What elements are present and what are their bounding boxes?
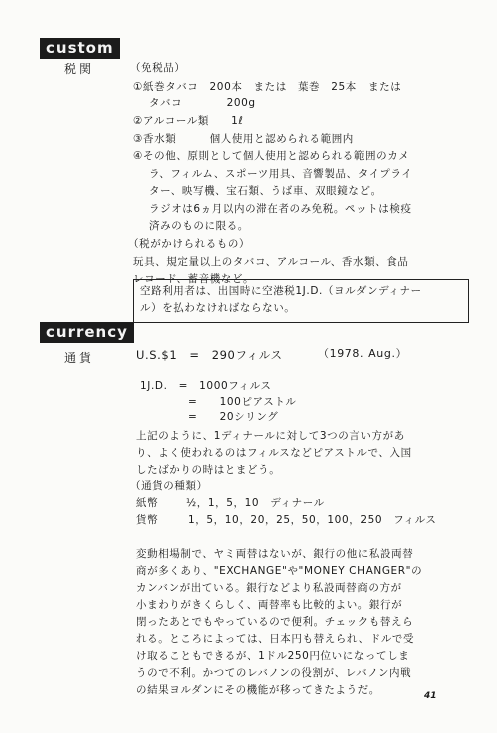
section-label-customs: 税関 [64, 62, 95, 76]
text-line: 上記のように、1ディナールに対して3つの言い方があ [136, 430, 405, 442]
section-label-currency: 通貨 [64, 351, 95, 365]
text-line: り、よく使われるのはフィルスなどピアストルで、入国 [136, 447, 412, 459]
text-line: ④その他、原則として個人使用と認められる範囲のカメ [133, 150, 410, 162]
text-line: ②アルコール類 1ℓ [133, 115, 244, 127]
text-line: 閉ったあとでもやっているので便利。チェックも替えら [136, 616, 414, 628]
conversion-line: = 20シリング [188, 411, 279, 423]
taxed-title: （税がかけられるもの） [128, 238, 251, 250]
coins-label: 貨幣 [136, 514, 159, 526]
text-line: け取ることもできるが、1ドル250円位いになってしま [136, 650, 410, 662]
duty-free-title: （免税品） [130, 62, 186, 74]
text-line: したばかりの時はとまどう。 [136, 464, 281, 476]
text-line: ラ、フィルム、スポーツ用具、音響製品、タイプライ [149, 168, 413, 180]
section-heading-currency: currency [40, 322, 134, 343]
text-line: うので不利。かつてのレバノンの役割が、レバノン内戦 [136, 667, 412, 679]
text-line: 玩具、規定量以上のタバコ、アルコール、香水類、食品 [133, 256, 409, 268]
conversion-line: 1J.D. = 1000フィルス [140, 380, 272, 392]
notice-line: ル）を払わなければならない。 [140, 302, 296, 314]
conversion-line: = 100ピアストル [188, 396, 297, 408]
exchange-rate: U.S.$1 = 290フィルス [136, 348, 283, 362]
text-line: れる。ところによっては、日本円も替えられ、ドルで受 [136, 633, 415, 645]
text-line: 小まわりがきくらしく、両替率も比較的よい。銀行が [136, 599, 403, 611]
text-line: 済みのものに限る。 [149, 220, 249, 232]
text-line: ラジオは6ヵ月以内の滞在者のみ免税。ペットは検疫 [149, 203, 412, 215]
banknotes-values: ½，1，5，10 ディナール [186, 497, 325, 509]
text-line: ター、映写機、宝石類、うば車、双眼鏡など。 [149, 185, 382, 197]
text-line: カンバンが出ている。銀行などより私設両替商の方が [136, 582, 402, 594]
banknotes-label: 紙幣 [136, 497, 159, 509]
text-line: 変動相場制で、ヤミ両替はないが、銀行の他に私設両替 [136, 548, 414, 560]
text-line: ①紙巻タバコ 200本 または 葉巻 25本 または [133, 81, 402, 93]
section-heading-custom: custom [40, 38, 120, 59]
text-line: の結果ヨルダンにその機能が移ってきたようだ。 [136, 684, 380, 696]
rate-date: （1978. Aug.） [318, 347, 408, 360]
notice-line: 空路利用者は、出国時に空港税1J.D.（ヨルダンディナー [140, 285, 422, 297]
text-line: ③香水類 個人使用と認められる範囲内 [133, 133, 354, 145]
page-number: 41 [424, 691, 437, 701]
coins-values: 1，5，10，20，25，50，100，250 フィルス [188, 514, 437, 526]
currency-types-title: （通貨の種類） [130, 480, 208, 492]
text-line: タバコ 200g [149, 97, 256, 109]
text-line: 商が多くあり、"EXCHANGE"や"MONEY CHANGER"の [136, 565, 423, 577]
text-line: レコード、蓄音機など。 [133, 273, 255, 285]
